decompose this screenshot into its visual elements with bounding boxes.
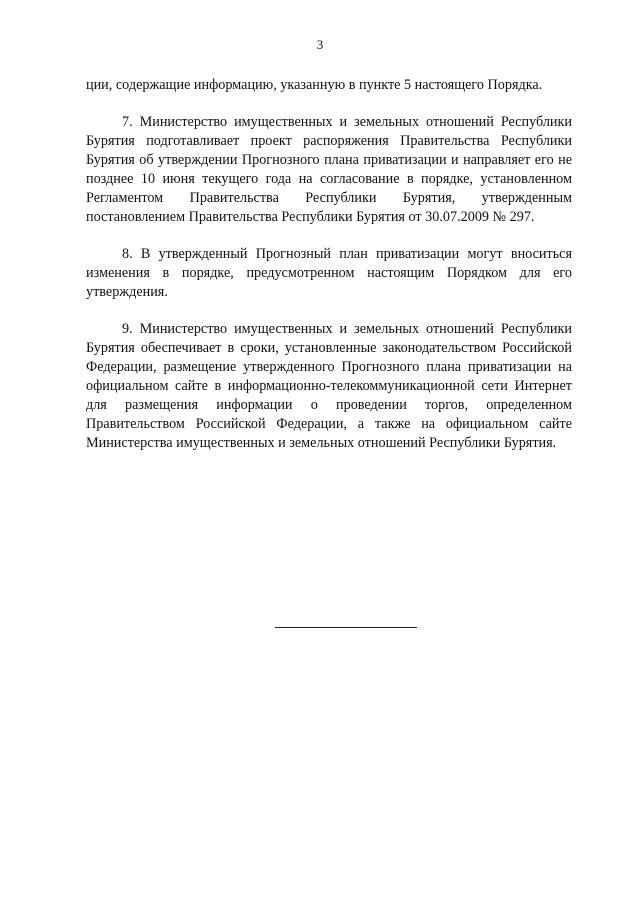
end-of-document-rule — [275, 627, 417, 628]
document-body — [86, 76, 572, 453]
paragraph-item-7: 7. Министерство имущественных и земельных отношений Республики Бурятия подготавливает проект распоряжения Правительства Республики Бурятия об утверждении Прогнозного плана приватизации и направляет его не позднее 10 июня текущего года на согласование в порядке, установленном Регламентом Правительства Республики Бурятия, утвержденным постановлением Правительства Республики Бурятия от 30.07.2009 № 297. — [86, 114, 572, 225]
paragraph-item-9: 9. Министерство имущественных и земельных отношений Республики Бурятия обеспечивает в сроки, установленные законодательством Российской Федерации, размещение утвержденного Прогнозного плана приватизации на официальном сайте в информационно-телекоммуникационной сети Интернет для размещения информации о проведении торгов, определенном Правительством Российской Федерации, а также на официальном сайте Министерства имущественных и земельных отношений Республики Бурятия. — [86, 321, 572, 451]
paragraph-item-8: 8. В утвержденный Прогнозный план приватизации могут вноситься изменения в порядке, предусмотренном настоящим Порядком для его утверждения. — [86, 246, 572, 300]
page-number: 3 — [316, 37, 324, 52]
paragraph-continuation: ции, содержащие информацию, указанную в пункте 5 настоящего Порядка. — [86, 77, 543, 93]
